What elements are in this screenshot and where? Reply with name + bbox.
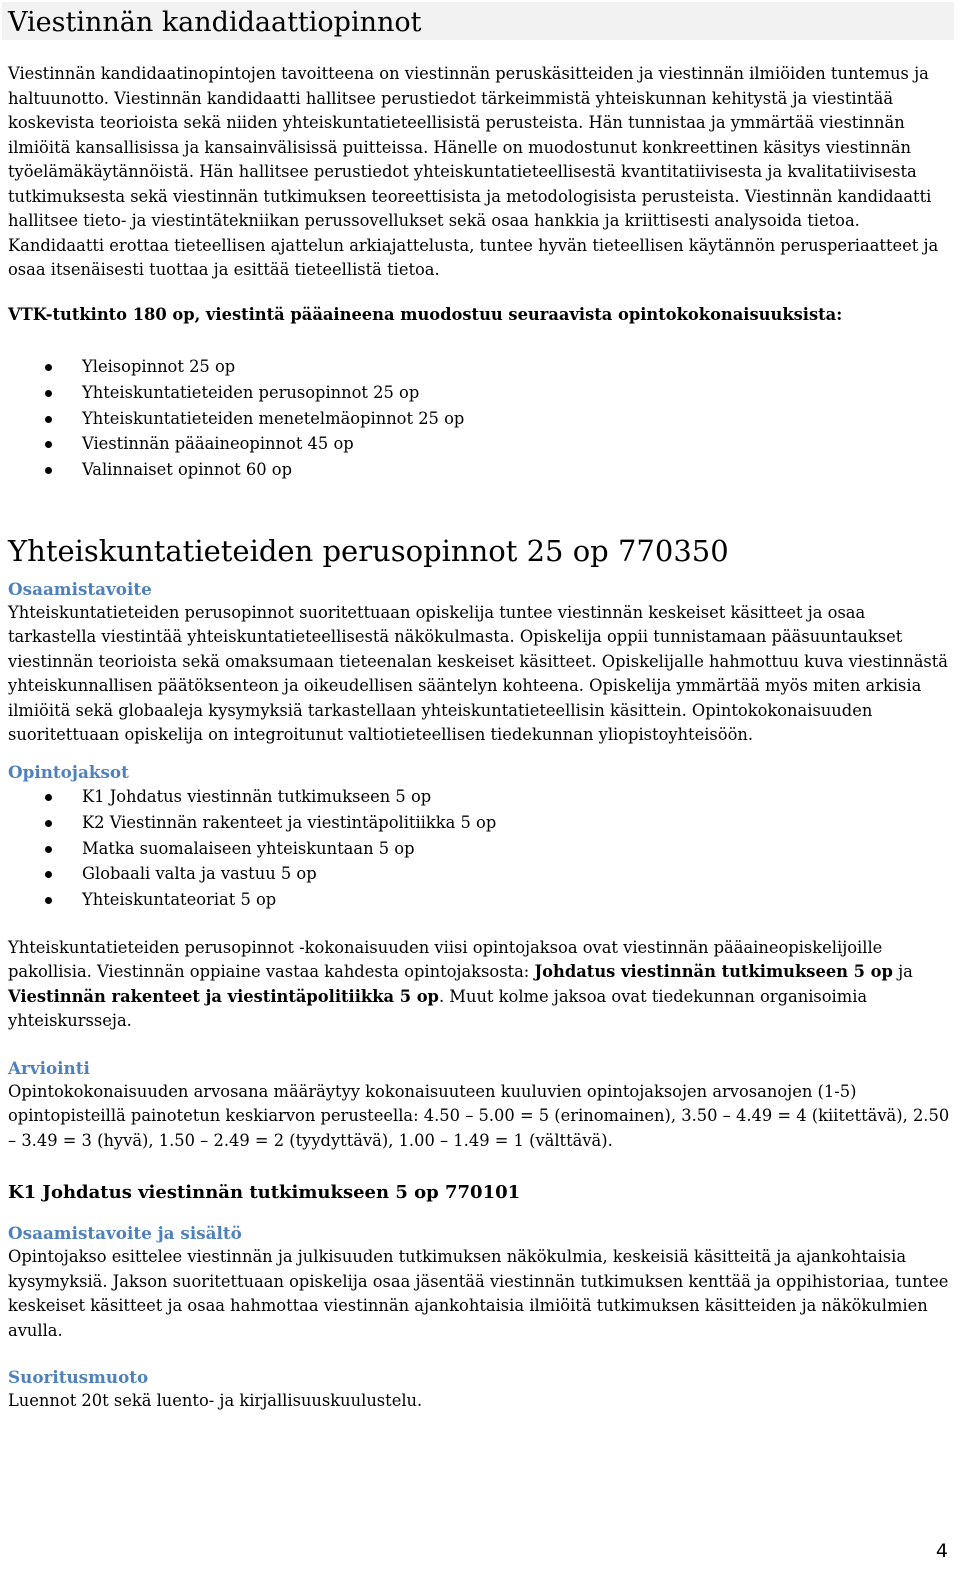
course-k1-heading: K1 Johdatus viestinnän tutkimukseen 5 op 770101 xyxy=(8,1182,521,1204)
list-item: Yleisopinnot 25 op xyxy=(8,354,952,380)
basic-studies-heading: Yhteiskuntatieteiden perusopinnot 25 op 770350 xyxy=(8,533,729,568)
note-text: . Muut kolme jaksoa ovat tiedekunnan organisoimia yhteiskursseja. xyxy=(8,986,868,1031)
list-item: K1 Johdatus viestinnän tutkimukseen 5 op xyxy=(8,784,952,810)
basic-studies-objectives-heading: Osaamistavoite xyxy=(8,578,152,599)
page-title: Viestinnän kandidaattiopinnot xyxy=(8,7,422,38)
course-k1-method-heading: Suoritusmuoto xyxy=(8,1367,149,1388)
degree-structure-list xyxy=(8,354,952,483)
document-body xyxy=(8,62,952,1414)
list-item: Matka suomalaiseen yhteiskuntaan 5 op xyxy=(8,836,952,862)
basic-studies-note xyxy=(8,936,952,1034)
assessment-text: Opintokokonaisuuden arvosana määräytyy kokonaisuuteen kuuluvien opintojaksojen arvosanojen (1-5) opintopisteillä painotetun keskiarvon perusteella: 4.50 – 5.00 = 5 (erinomainen), 3.50 – 4.49 = 4 (kiitettävä), 2.50 – 3.49 = 3 (hyvä), 1.50 – 2.49 = 2 (tyydyttävä), 1.00 – 1.49 = 1 (välttävä). xyxy=(8,1081,950,1150)
course-k1-objectives-heading: Osaamistavoite ja sisältö xyxy=(8,1223,242,1244)
list-item: Viestinnän pääaineopinnot 45 op xyxy=(8,431,952,457)
course-k1-method-text: Luennot 20t sekä luento- ja kirjallisuuskuulustelu. xyxy=(8,1391,423,1411)
list-item: Yhteiskuntateoriat 5 op xyxy=(8,887,952,913)
note-text: Yhteiskuntatieteiden perusopinnot -kokonaisuuden viisi opintojaksoa ovat viestinnän pääaineopiskelijoille pakollisia. Viestinnän oppiaine vastaa kahdesta opintojaksosta: xyxy=(8,937,883,982)
list-item: Globaali valta ja vastuu 5 op xyxy=(8,861,952,887)
basic-studies-objectives-text: Yhteiskuntatieteiden perusopinnot suoritettuaan opiskelija tuntee viestinnän keskeiset käsitteet ja osaa tarkastella viestintää yhteiskuntatieteellisestä näkökulmasta. Opiskelija oppii tunnistamaan pääsuuntaukset viestinnän teorioista sekä omaksumaan tieteenalan keskeiset käsitteet. Opiskelijalle hahmottuu kuva viestinnästä yhteiskunnallisen päätöksenteon ja oikeudellisen sääntelyn kohteena. Opiskelija ymmärtää myös miten arkisia ilmiöitä sekä globaaleja kysymyksiä tarkastellaan yhteiskuntatieteellisin käsittein. Opintokokonaisuuden suoritettuaan opiskelija on integroitunut valtiotieteellisen tiedekunnan yliopistoyhteisöön. xyxy=(8,602,949,745)
list-item: Valinnaiset opinnot 60 op xyxy=(8,457,952,483)
courses-list xyxy=(8,784,952,913)
assessment-heading: Arviointi xyxy=(8,1057,90,1078)
courses-heading: Opintojaksot xyxy=(8,761,129,782)
page-number: 4 xyxy=(935,1540,948,1562)
intro-paragraph: Viestinnän kandidaatinopintojen tavoitteena on viestinnän peruskäsitteiden ja viestinnän ilmiöiden tuntemus ja haltuunotto. Viestinnän kandidaatti hallitsee perustiedot tärkeimmistä yhteiskunnan kehitystä ja viestintää koskevista teorioista sekä niiden yhteiskuntatieteellisistä perusteista. Hän tunnistaa ja ymmärtää viestinnän ilmiöitä kansallisissa ja kansainvälisissä puitteissa. Hänelle on muodostunut konkreettinen käsitys viestinnän työelämäkäytännöistä. Hän hallitsee perustiedot yhteiskuntatieteellisestä kvantitatiivisesta ja kvalitatiivisesta tutkimuksesta sekä viestinnän tutkimuksen teoreettisista ja metodologisista perusteista. Viestinnän kandidaatti hallitsee tieto- ja viestintätekniikan perussovellukset sekä osaa hankkia ja kriittisesti analysoida tietoa. Kandidaatti erottaa tieteellisen ajattelun arkiajattelusta, tuntee hyvän tieteellisen käytännön perusperiaatteet ja osaa itsenäisesti tuottaa ja esittää tieteellistä tietoa. xyxy=(8,64,939,279)
list-item: Yhteiskuntatieteiden perusopinnot 25 op xyxy=(8,380,952,406)
list-item: K2 Viestinnän rakenteet ja viestintäpolitiikka 5 op xyxy=(8,810,952,836)
note-course-name: Johdatus viestinnän tutkimukseen 5 op xyxy=(534,962,893,982)
title-bar xyxy=(2,2,954,40)
note-course-name: Viestinnän rakenteet ja viestintäpolitiikka 5 op xyxy=(8,986,439,1006)
note-text: ja xyxy=(892,962,913,982)
list-item: Yhteiskuntatieteiden menetelmäopinnot 25 op xyxy=(8,406,952,432)
course-k1-objectives-text: Opintojakso esittelee viestinnän ja julkisuuden tutkimuksen näkökulmia, keskeisiä käsitteitä ja ajankohtaisia kysymyksiä. Jakson suoritettuaan opiskelija osaa jäsentää viestinnän tutkimuksen kenttää ja oppihistoriaa, tuntee keskeiset käsitteet ja osaa hahmottaa viestinnän ajankohtaisia ilmiöitä tutkimuksen käsitteiden ja näkökulmien avulla. xyxy=(8,1247,949,1340)
degree-structure-lead: VTK-tutkinto 180 op, viestintä pääaineena muodostuu seuraavista opintokokonaisuuksista: xyxy=(8,304,843,324)
